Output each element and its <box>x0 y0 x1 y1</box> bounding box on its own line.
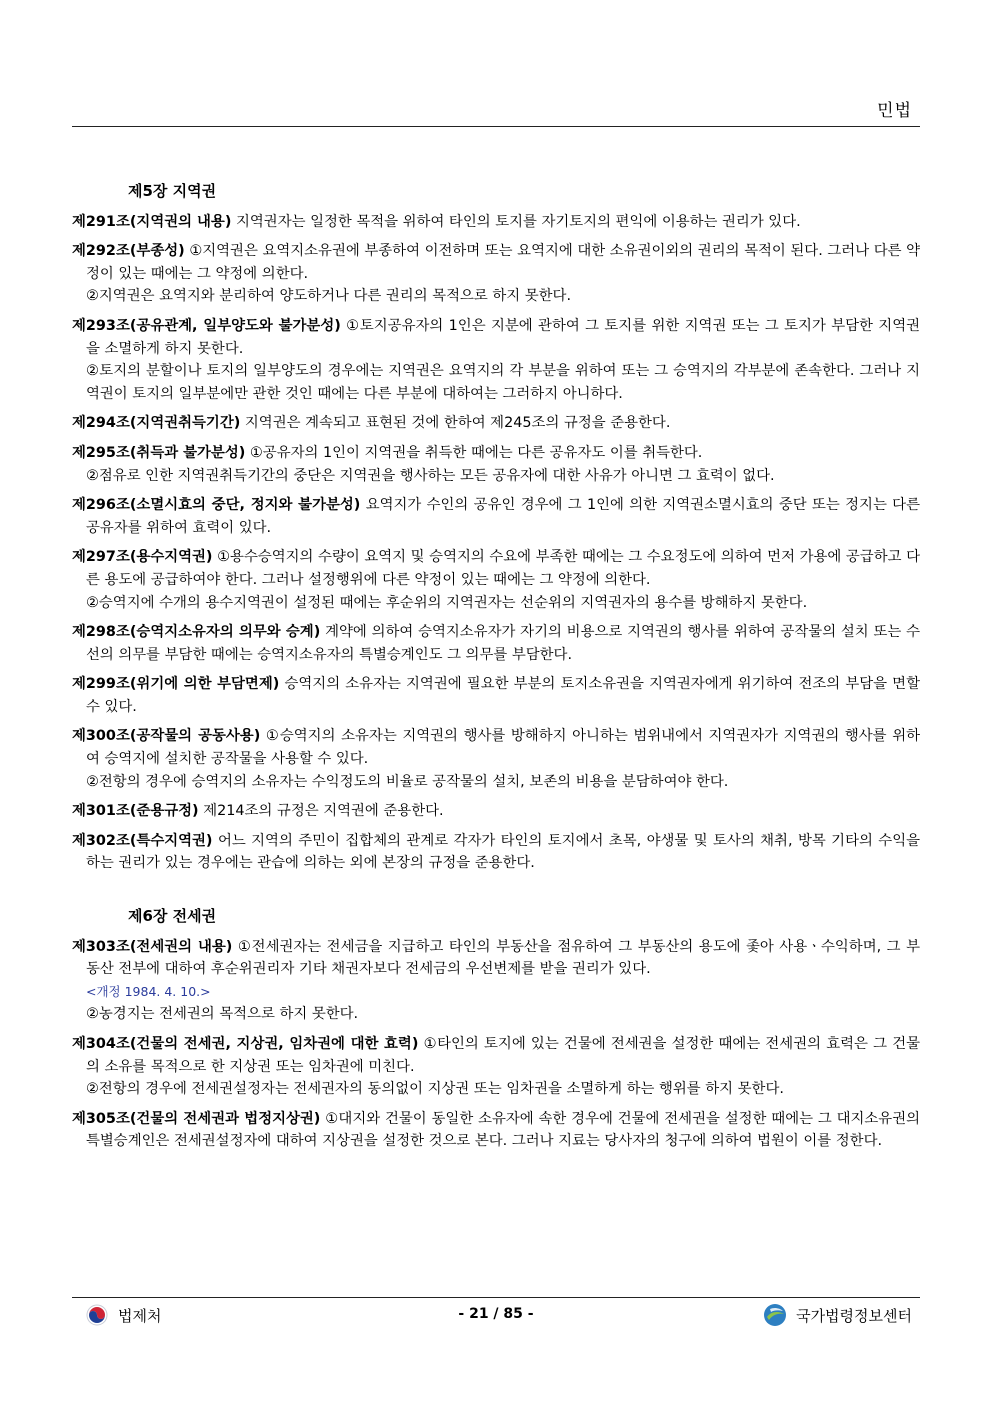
law-content <box>72 176 920 1160</box>
article-text: ①용수승역지의 수량이 요역지 및 승역지의 수요에 부족한 때에는 그 수요정도에 의하여 먼저 가용에 공급하고 다른 용도에 공급하여야 한다. 그러나 설정행위에 다른 약정이 있는 때에는 그 약정에 의한다. <box>86 549 920 588</box>
article-text: 지역권자는 일정한 목적을 위하여 타인의 토지를 자기토지의 편익에 이용하는 권리가 있다. <box>236 213 801 230</box>
article-300 <box>72 725 920 793</box>
header-divider <box>72 126 920 127</box>
article-304 <box>72 1033 920 1101</box>
article-297 <box>72 546 920 614</box>
article-heading: 제299조(위기에 의한 부담면제) <box>72 676 280 693</box>
article-text: ①타인의 토지에 있는 건물에 전세권을 설정한 때에는 전세권의 효력은 그 건물의 소유를 목적으로 한 지상권 또는 임차권에 미친다. <box>86 1036 921 1075</box>
page-number: - 21 / 85 - <box>458 1306 534 1322</box>
article-text: ①토지공유자의 1인은 지분에 관하여 그 토지를 위한 지역권 또는 그 토지가 부담한 지역권을 소멸하게 하지 못한다. <box>86 317 921 357</box>
article-text: 지역권은 계속되고 표현된 것에 한하여 제245조의 규정을 준용한다. <box>244 415 671 432</box>
running-header-title: 민법 <box>877 101 912 121</box>
article-text: ①전세권자는 전세금을 지급하고 타인의 부동산을 점유하여 그 부동산의 용도에 좇아 사용ㆍ수익하며, 그 부동산 전부에 대하여 후순위권리자 기타 채권자보다 전세금의 우선변제를 받을 권리가 있다. <box>86 938 920 978</box>
article-heading: 제300조(공작물의 공동사용) <box>72 728 261 745</box>
article-heading: 제303조(전세권의 내용) <box>72 938 233 955</box>
article-heading: 제305조(건물의 전세권과 법정지상권) <box>72 1110 321 1127</box>
footer-org-right: 국가법령정보센터 <box>796 1306 912 1325</box>
article-299 <box>72 673 920 718</box>
article-heading: 제295조(취득과 불가분성) <box>72 444 246 461</box>
article-heading: 제296조(소멸시효의 중단, 정지와 불가분성) <box>72 497 361 514</box>
chapter-title: 제5장 지역권 <box>128 182 217 200</box>
footer-right <box>762 1302 912 1328</box>
article-heading: 제291조(지역권의 내용) <box>72 213 232 230</box>
amendment-note: <개정 1984. 4. 10.> <box>86 983 211 999</box>
article-heading: 제302조(특수지역권) <box>72 832 213 849</box>
article-text: ①대지와 건물이 동일한 소유자에 속한 경우에 건물에 전세권을 설정한 때에는 그 대지소유권의 특별승계인은 전세권설정자에 대하여 지상권을 설정한 것으로 본다. 그러나 지료는 당사자의 청구에 의하여 법원이 이를 정한다. <box>86 1110 920 1150</box>
article-heading: 제292조(부종성) <box>72 243 185 260</box>
article-heading: 제301조(준용규정) <box>72 803 199 820</box>
article-302 <box>72 830 920 875</box>
article-text: ①지역권은 요역지소유권에 부종하여 이전하며 또는 요역지에 대한 소유권이외의 권리의 목적이 된다. 그러나 다른 약정이 있는 때에는 그 약정에 의한다. <box>86 243 921 282</box>
article-text: ①공유자의 1인이 지역권을 취득한 때에는 다른 공유자도 이를 취득한다. <box>249 444 703 461</box>
article-paragraph: ②전항의 경우에 전세권설정자는 전세권자의 동의없이 지상권 또는 임차권을 소멸하게 하는 행위를 하지 못한다. <box>86 1081 784 1098</box>
article-paragraph: ②승역지에 수개의 용수지역권이 설정된 때에는 후순위의 지역권자는 선순위의 지역권자의 용수를 방해하지 못한다. <box>86 594 808 611</box>
article-paragraph: ②점유로 인한 지역권취득기간의 중단은 지역권을 행사하는 모든 공유자에 대한 사유가 아니면 그 효력이 없다. <box>86 467 775 484</box>
article-296 <box>72 494 920 539</box>
article-295 <box>72 442 920 487</box>
article-heading: 제298조(승역지소유자의 의무와 승계) <box>72 624 321 641</box>
footer-org-left: 법제처 <box>118 1306 162 1325</box>
article-291 <box>72 211 920 234</box>
law-info-center-logo-icon <box>762 1302 788 1328</box>
article-301 <box>72 800 920 823</box>
article-paragraph: ②지역권은 요역지와 분리하여 양도하거나 다른 권리의 목적으로 하지 못한다. <box>86 288 572 305</box>
article-paragraph: ②전항의 경우에 승역지의 소유자는 수익정도의 비율로 공작물의 설치, 보존의 비용을 분담하여야 한다. <box>86 773 729 790</box>
article-heading: 제294조(지역권취득기간) <box>72 415 241 432</box>
chapter-title: 제6장 전세권 <box>128 907 217 926</box>
article-text: ①승역지의 소유자는 지역권의 행사를 방해하지 아니하는 범위내에서 지역권자가 지역권의 행사를 위하여 승역지에 설치한 공작물을 사용할 수 있다. <box>86 728 921 768</box>
footer-divider <box>72 1297 920 1298</box>
article-294 <box>72 412 920 435</box>
article-heading: 제297조(용수지역권) <box>72 549 213 566</box>
article-text: 어느 지역의 주민이 집합체의 관계로 각자가 타인의 토지에서 초목, 야생물 및 토사의 채취, 방목 기타의 수익을 하는 권리가 있는 경우에는 관습에 의하는 외에 본장의 규정을 준용한다. <box>86 832 920 872</box>
article-paragraph: ②농경지는 전세권의 목적으로 하지 못한다. <box>86 1006 359 1023</box>
article-text: 요역지가 수인의 공유인 경우에 그 1인에 의한 지역권소멸시효의 중단 또는 정지는 다른 공유자를 위하여 효력이 있다. <box>86 497 920 536</box>
article-298 <box>72 621 920 666</box>
article-heading: 제304조(건물의 전세권, 지상권, 임차권에 대한 효력) <box>72 1036 419 1052</box>
article-292 <box>72 240 920 308</box>
article-303 <box>72 936 920 1026</box>
article-paragraph: ②토지의 분할이나 토지의 일부양도의 경우에는 지역권은 요역지의 각 부분을 위하여 또는 그 승역지의 각부분에 존속한다. 그러나 지역권이 토지의 일부분에만 관한 것인 때에는 다른 부분에 대하여는 그러하지 아니하다. <box>86 363 920 402</box>
article-heading: 제293조(공유관계, 일부양도와 불가분성) <box>72 317 341 334</box>
article-text: 승역지의 소유자는 지역권에 필요한 부분의 토지소유권을 지역권자에게 위기하여 전조의 부담을 면할 수 있다. <box>86 676 920 715</box>
article-305 <box>72 1108 920 1153</box>
article-text: 제214조의 규정은 지역권에 준용한다. <box>203 803 444 820</box>
article-text: 계약에 의하여 승역지소유자가 자기의 비용으로 지역권의 행사를 위하여 공작물의 설치 또는 수선의 의무를 부담한 때에는 승역지소유자의 특별승계인도 그 의무를 부담한다. <box>86 624 920 663</box>
article-293 <box>72 315 920 405</box>
